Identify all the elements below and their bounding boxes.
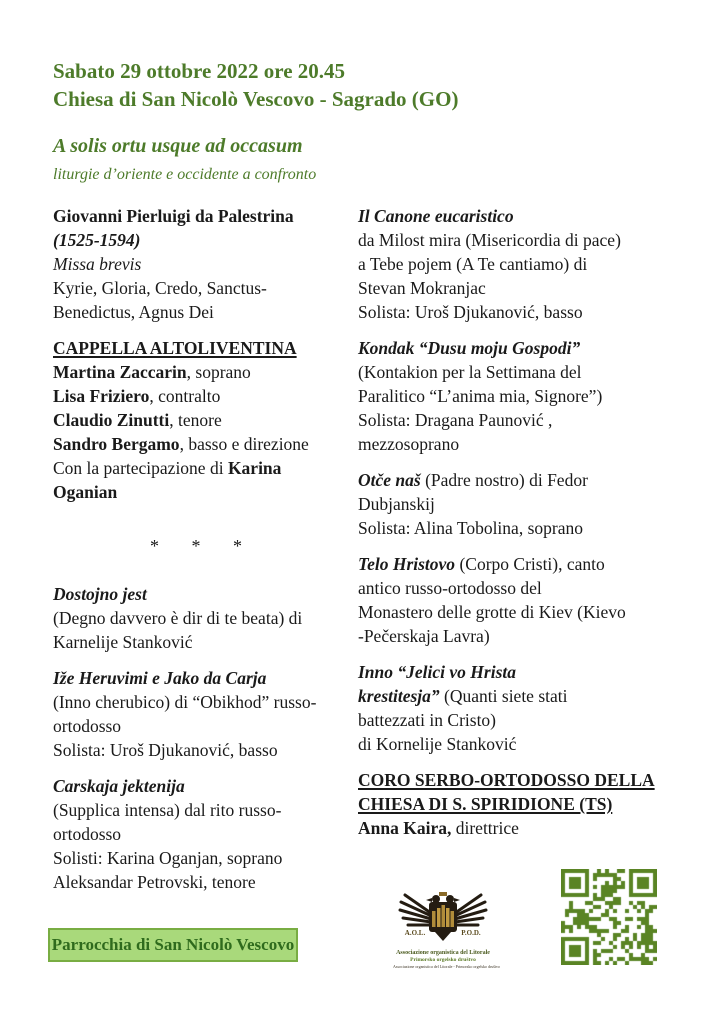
concert-subtitle: liturgie d’oriente e occidente a confronto	[53, 166, 317, 183]
organ-association-logo	[393, 891, 501, 969]
program-section	[358, 204, 668, 324]
parish-name-box: Parrocchia di San Nicolò Vescovo	[48, 928, 298, 962]
text-line: mezzosoprano	[358, 434, 460, 454]
program-section	[53, 582, 353, 654]
text-line: Giovanni Pierluigi da Palestrina	[53, 206, 294, 226]
program-section	[53, 774, 353, 894]
event-header	[53, 57, 458, 113]
logo-association-name-sl: Primorsko orgelsko društvo	[410, 957, 476, 963]
text-line: Solisti: Karina Oganjan, soprano	[53, 848, 283, 868]
program-section	[358, 768, 668, 840]
text-line: * * *	[150, 536, 256, 556]
text-line: antico russo-ortodosso del	[358, 578, 542, 598]
text-line: krestitesja” (Quanti siete stati	[358, 686, 568, 706]
text-line: a Tebe pojem (A Te cantiamo) di	[358, 254, 588, 274]
text-line: Karnelije Stanković	[53, 632, 193, 652]
text-line: Oganian	[53, 482, 118, 502]
text-line: Inno “Jelici vo Hrista	[358, 662, 516, 682]
text-line: Kyrie, Gloria, Credo, Sanctus-	[53, 278, 267, 298]
text-line: (Degno davvero è dir di te beata) di	[53, 608, 303, 628]
program-section	[358, 660, 668, 756]
text-line: Paralitico “L’anima mia, Signore”)	[358, 386, 603, 406]
text-line: Aleksandar Petrovski, tenore	[53, 872, 256, 892]
text-line: ortodosso	[53, 824, 122, 844]
logo-acronym-left: A.O.L.	[404, 929, 426, 937]
text-line: Dubjanskij	[358, 494, 435, 514]
text-line: Kondak “Dusu moju Gospodi”	[358, 338, 581, 358]
text-line: battezzati in Cristo)	[358, 710, 497, 730]
concert-title: A solis ortu usque ad occasum	[53, 135, 303, 157]
text-line: (Kontakion per la Settimana del	[358, 362, 582, 382]
text-line: (1525-1594)	[53, 230, 141, 250]
program-section	[358, 336, 668, 456]
text-line: Il Canone eucaristico	[358, 206, 514, 226]
text-line: Lisa Friziero, contralto	[53, 386, 221, 406]
program-column-right	[358, 204, 668, 840]
text-line: -Pečerskaja Lavra)	[358, 626, 490, 646]
text-line: Stevan Mokranjac	[358, 278, 486, 298]
text-line: Solista: Alina Tobolina, soprano	[358, 518, 583, 538]
text-line: Carskaja jektenija	[53, 776, 185, 796]
text-line: ortodosso	[53, 716, 122, 736]
text-line: Iže Heruvimi e Jako da Carja	[53, 668, 267, 688]
program-section	[53, 204, 353, 324]
program-section	[53, 666, 353, 762]
text-line: di Kornelije Stanković	[358, 734, 517, 754]
logo-acronym-right: P.O.D.	[461, 929, 481, 937]
text-line: Martina Zaccarin, soprano	[53, 362, 251, 382]
text-line: Missa brevis	[53, 254, 142, 274]
program-section	[358, 552, 668, 648]
text-line: Solista: Dragana Paunović ,	[358, 410, 553, 430]
text-line: CORO SERBO-ORTODOSSO DELLA	[358, 770, 655, 790]
text-line: Con la partecipazione di Karina	[53, 458, 282, 478]
text-line: Telo Hristovo (Corpo Cristi), canto	[358, 554, 605, 574]
separator-stars	[53, 534, 353, 558]
text-line: Otče naš (Padre nostro) di Fedor	[358, 470, 588, 490]
qr-code	[561, 869, 657, 965]
text-line: Solista: Uroš Djukanović, basso	[358, 302, 583, 322]
text-line: CAPPELLA ALTOLIVENTINA	[53, 338, 297, 358]
event-venue-line: Chiesa di San Nicolò Vescovo - Sagrado (GO)	[53, 87, 459, 111]
text-line: Solista: Uroš Djukanović, basso	[53, 740, 278, 760]
text-line: (Inno cherubico) di “Obikhod” russo-	[53, 692, 317, 712]
text-line: Claudio Zinutti, tenore	[53, 410, 222, 430]
logo-association-name-it: Associazione organistica del Litorale	[396, 950, 490, 956]
text-line: (Supplica intensa) dal rito russo-	[53, 800, 282, 820]
text-line: da Milost mira (Misericordia di pace)	[358, 230, 621, 250]
double-headed-eagle-icon	[393, 891, 493, 945]
text-line: Anna Kaira, direttrice	[358, 818, 519, 838]
text-line: Dostojno jest	[53, 584, 147, 604]
program-column-left	[53, 204, 353, 894]
text-line: Benedictus, Agnus Dei	[53, 302, 214, 322]
program-section	[53, 336, 353, 504]
text-line: Monastero delle grotte di Kiev (Kievo	[358, 602, 626, 622]
text-line: Sandro Bergamo, basso e direzione	[53, 434, 309, 454]
event-date-line: Sabato 29 ottobre 2022 ore 20.45	[53, 59, 346, 83]
text-line: CHIESA DI S. SPIRIDIONE (TS)	[358, 794, 613, 814]
program-section	[358, 468, 668, 540]
logo-association-name-small: Associazione organistica del Litorale - Primorsko orgelsko društvo	[393, 964, 501, 969]
